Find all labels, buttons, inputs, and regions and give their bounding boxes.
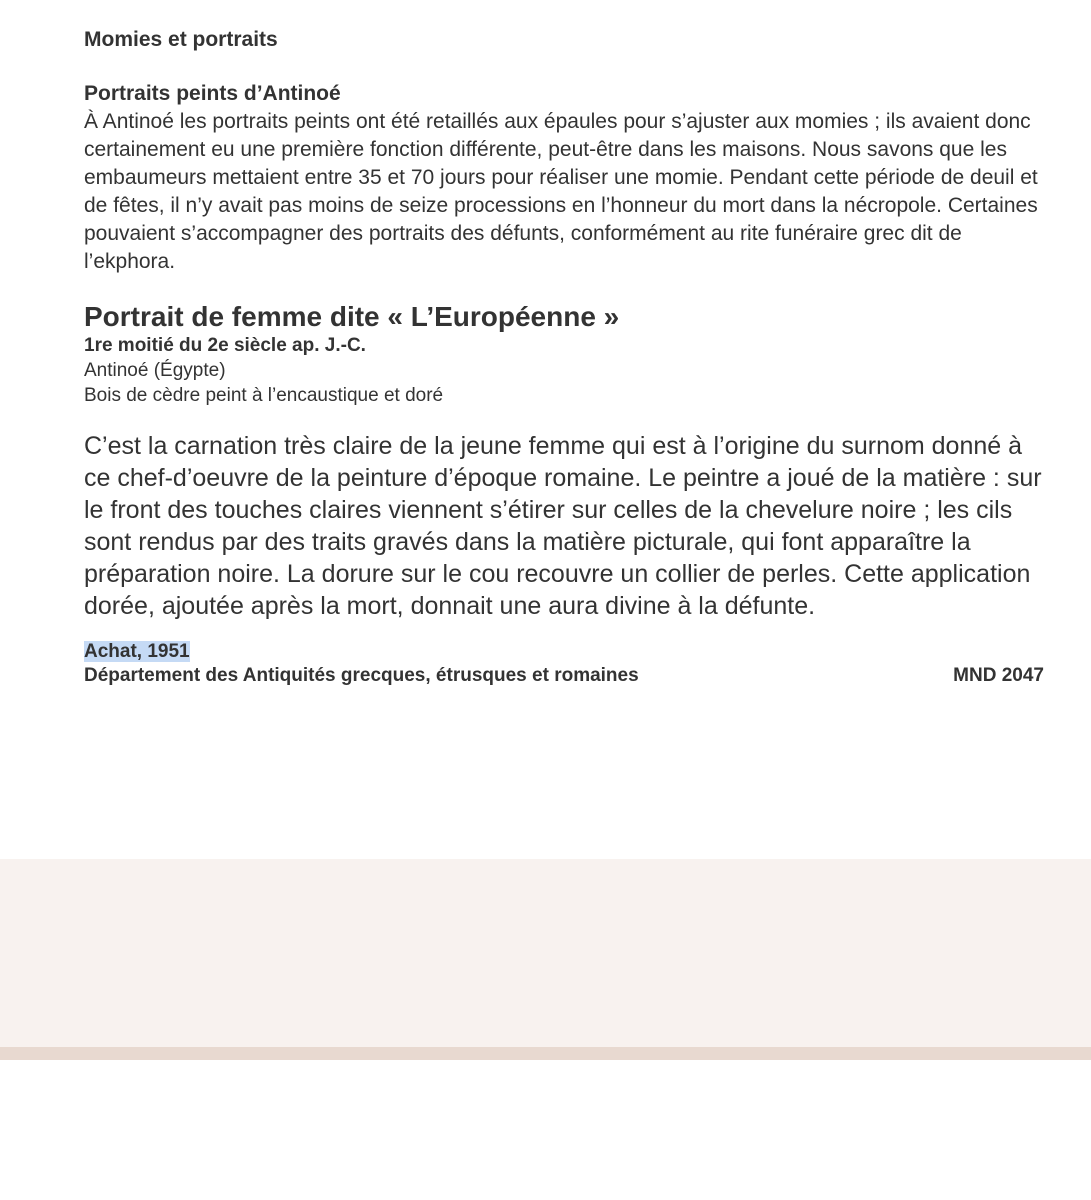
artwork-title: Portrait de femme dite « L’Européenne » [84, 301, 620, 332]
department-name: Département des Antiquités grecques, étrusques et romaines [84, 665, 639, 686]
footer-band [0, 859, 1091, 1047]
sub-heading: Portraits peints d’Antinoé [84, 82, 341, 105]
footer-row [84, 664, 1044, 688]
intro-paragraph: À Antinoé les portraits peints ont été retaillés aux épaules pour s’ajuster aux momies ; ils avaient donc certainement eu une première fonction différente, peut-être dans les maisons. Nous savons que les embaumeurs mettaient entre 35 et 70 jours pour réaliser une momie. Pendant cette période de deuil et de fêtes, il n’y avait pas moins de seize processions en l’honneur du mort dans la nécropole. Certaines pouvaient s’accompagner des portraits des défunts, conformément au rite funéraire grec dit de l’ekphora. [84, 110, 1038, 273]
acquisition-line[interactable] [84, 640, 1044, 664]
artwork-origin: Antinoé (Égypte) [84, 360, 226, 381]
artwork-date: 1re moitié du 2e siècle ap. J.-C. [84, 335, 366, 356]
inventory-number: MND 2047 [953, 665, 1044, 686]
selected-acquisition-text[interactable]: Achat, 1951 [84, 641, 190, 662]
artwork-description: C’est la carnation très claire de la jeune femme qui est à l’origine du surnom donné à ce chef-d’oeuvre de la peinture d’époque romaine. Le peintre a joué de la matière : sur le front des touches claires viennent s’étirer sur celles de la chevelure noire ; les cils sont rendus par des traits gravés dans la matière picturale, qui font apparaître la préparation noire. La dorure sur le cou recouvre un collier de perles. Cette application dorée, ajoutée après la mort, donnait une aura divine à la défunte. [84, 432, 1042, 620]
artwork-material: Bois de cèdre peint à l’encaustique et doré [84, 385, 444, 406]
section-heading: Momies et portraits [84, 28, 278, 51]
document-page [84, 26, 1044, 688]
footer-band-line [0, 1047, 1091, 1060]
